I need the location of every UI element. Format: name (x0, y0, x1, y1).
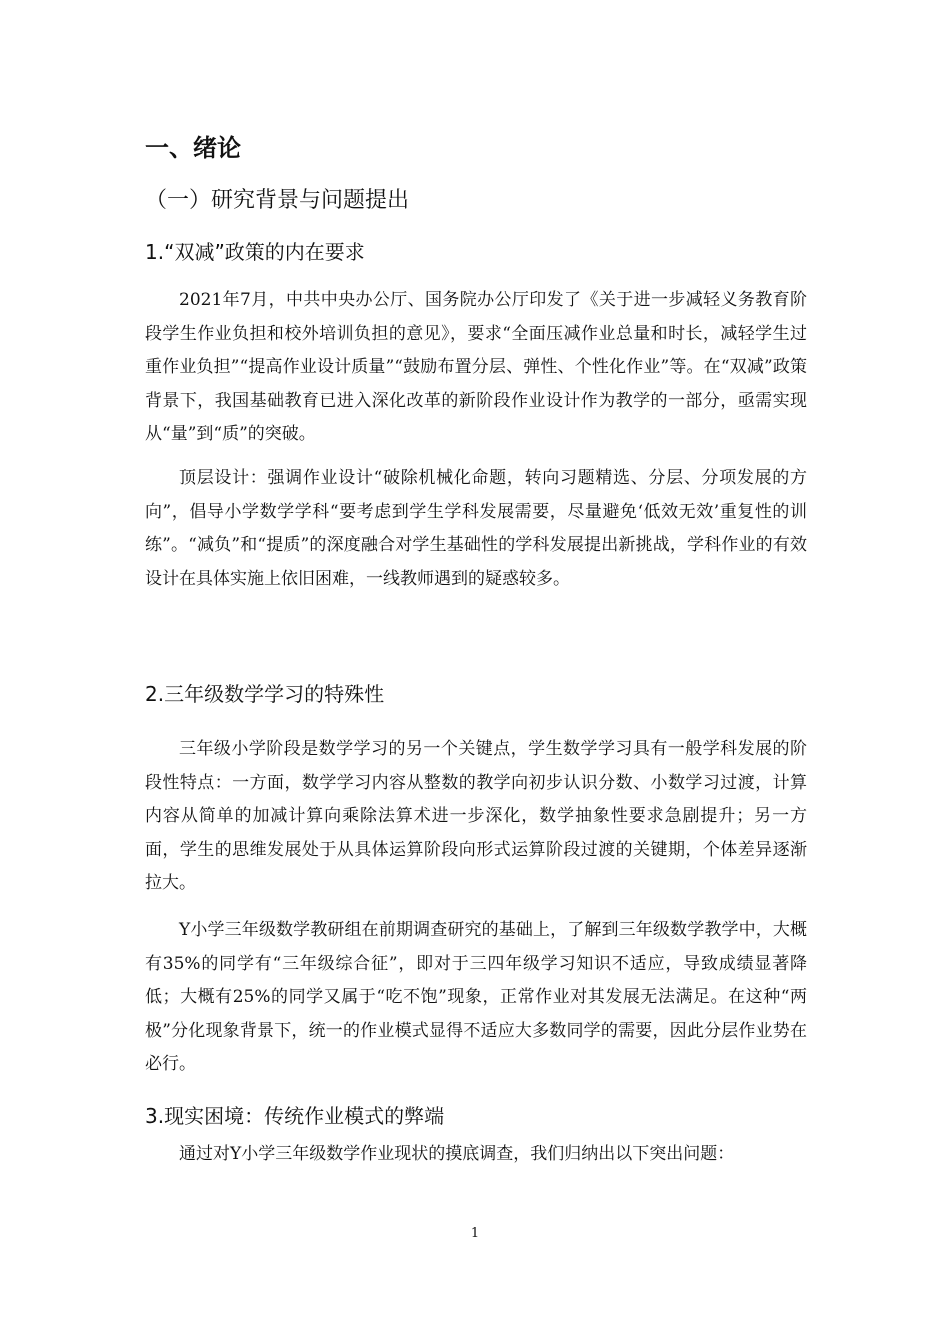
paragraph-survey-findings: Y小学三年级数学教研组在前期调查研究的基础上，了解到三年级数学教学中，大概有35%的同学有“三年级综合征”，即对于三四年级学习知识不适应，导致成绩显著降低；大概有25%的同学又属于“吃不饱”现象，正常作业对其发展无法满足。在这种“两极”分化现象背景下，统一的作业模式显得不适应大多数同学的需要，因此分层作业势在必行。 (145, 920, 807, 1075)
paragraph-policy: 2021年7月，中共中央办公厅、国务院办公厅印发了《关于进一步减轻义务教育阶段学生作业负担和校外培训负担的意见》，要求“全面压减作业总量和时长，减轻学生过重作业负担”“提高作业设计质量”“鼓励布置分层、弹性、个性化作业”等。在“双减”政策背景下，我国基础教育已进入深化改革的新阶段作业设计作为教学的一部分，亟需实现从“量”到“质”的突破。 (145, 290, 807, 445)
subsection-heading-1: 1.“双减”政策的内在要求 (145, 240, 365, 264)
section-heading: （一）研究背景与问题提出 (145, 188, 410, 213)
paragraph-top-design: 顶层设计：强调作业设计“破除机械化命题，转向习题精选、分层、分项发展的方向”，倡导小学数学学科“要考虑到学生学科发展需要，尽量避免‘低效无效’重复性的训练”。“减负”和“提质”的深度融合对学生基础性的学科发展提出新挑战，学科作业的有效设计在具体实施上依旧困难，一线教师遇到的疑惑较多。 (145, 468, 807, 589)
subsection-heading-2: 2.三年级数学学习的特殊性 (145, 682, 385, 706)
paragraph-problems-intro: 通过对Y小学三年级数学作业现状的摸底调查，我们归纳出以下突出问题： (179, 1144, 735, 1164)
paragraph-grade-three: 三年级小学阶段是数学学习的另一个关键点，学生数学学习具有一般学科发展的阶段性特点：一方面，数学学习内容从整数的教学向初步认识分数、小数学习过渡，计算内容从简单的加减计算向乘除法算术进一步深化，数学抽象性要求急剧提升；另一方面，学生的思维发展处于从具体运算阶段向形式运算阶段过渡的关键期，个体差异逐渐拉大。 (145, 739, 807, 894)
chapter-heading: 一、绪论 (145, 134, 241, 162)
subsection-heading-3: 3.现实困境：传统作业模式的弊端 (145, 1104, 445, 1128)
page-number: 1 (470, 1226, 480, 1241)
